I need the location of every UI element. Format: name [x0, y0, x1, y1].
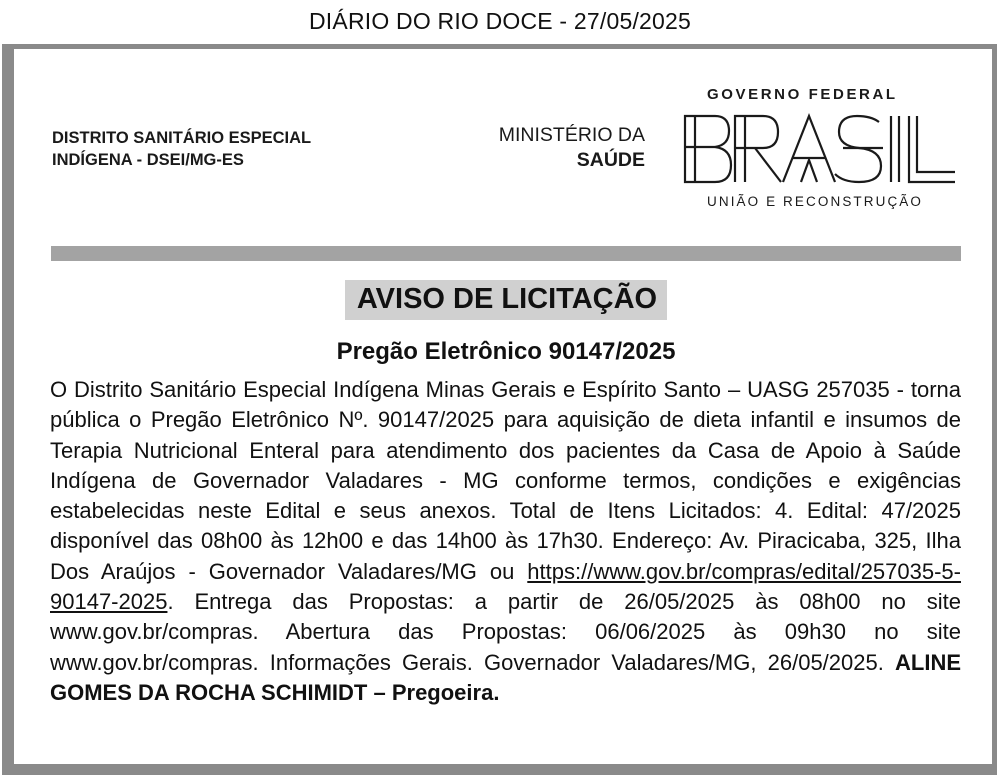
signature: ALINE GOMES DA ROCHA SCHIMIDT – Pregoeira.	[50, 649, 961, 705]
newspaper-masthead: DIÁRIO DO RIO DOCE - 27/05/2025	[309, 8, 691, 34]
notice-body	[50, 375, 961, 708]
notice-title: AVISO DE LICITAÇÃO	[345, 280, 667, 320]
notice-title-wrap	[0, 280, 1000, 320]
ministry-logo	[480, 123, 645, 173]
uniao-reconstrucao-label: UNIÃO E RECONSTRUÇÃO	[707, 194, 924, 209]
notice-body-part-2: . Entrega das Propostas: a partir de 26/05/2025 às 08h00 no site www.gov.br/compras. Abertura das Propostas: 06/06/2025 às 09h30 no site www.gov.br/compras. Informações Gerais. Governador Valadares/MG, 26/05/2025.	[50, 589, 961, 675]
brasil-logo-icon	[683, 112, 959, 186]
ministry-line-2: SAÚDE	[576, 149, 645, 171]
notice-body-part-1: O Distrito Sanitário Especial Indígena Minas Gerais e Espírito Santo – UASG 257035 - torna pública o Pregão Eletrônico Nº. 90147/2025 para aquisição de dieta infantil e insumos de Terapia Nutricional Enteral para atendimento dos pacientes da Casa de Apoio à Saúde Indígena de Governador Valadares - MG conforme termos, condições e exigências estabelecidas neste Edital e seus anexos. Total de Itens Licitados: 4. Edital: 47/2025 disponível das 08h00 às 12h00 e das 14h00 às 17h30. Endereço: Av. Piracicaba, 325, Ilha Dos Araújos - Governador Valadares/MG ou	[50, 377, 961, 584]
organization-line-1: DISTRITO SANITÁRIO ESPECIAL	[52, 129, 312, 147]
organization-line-2: INDÍGENA - DSEI/MG-ES	[52, 151, 244, 169]
ministry-line-1: MINISTÉRIO DA	[498, 124, 645, 146]
notice-subtitle: Pregão Eletrônico 90147/2025	[336, 338, 676, 365]
governo-federal-label: GOVERNO FEDERAL	[707, 86, 898, 103]
edital-link[interactable]: https://www.gov.br/compras/edital/257035-5-90147-2025	[50, 558, 961, 615]
organization-name	[52, 127, 311, 171]
header-divider	[51, 246, 961, 261]
